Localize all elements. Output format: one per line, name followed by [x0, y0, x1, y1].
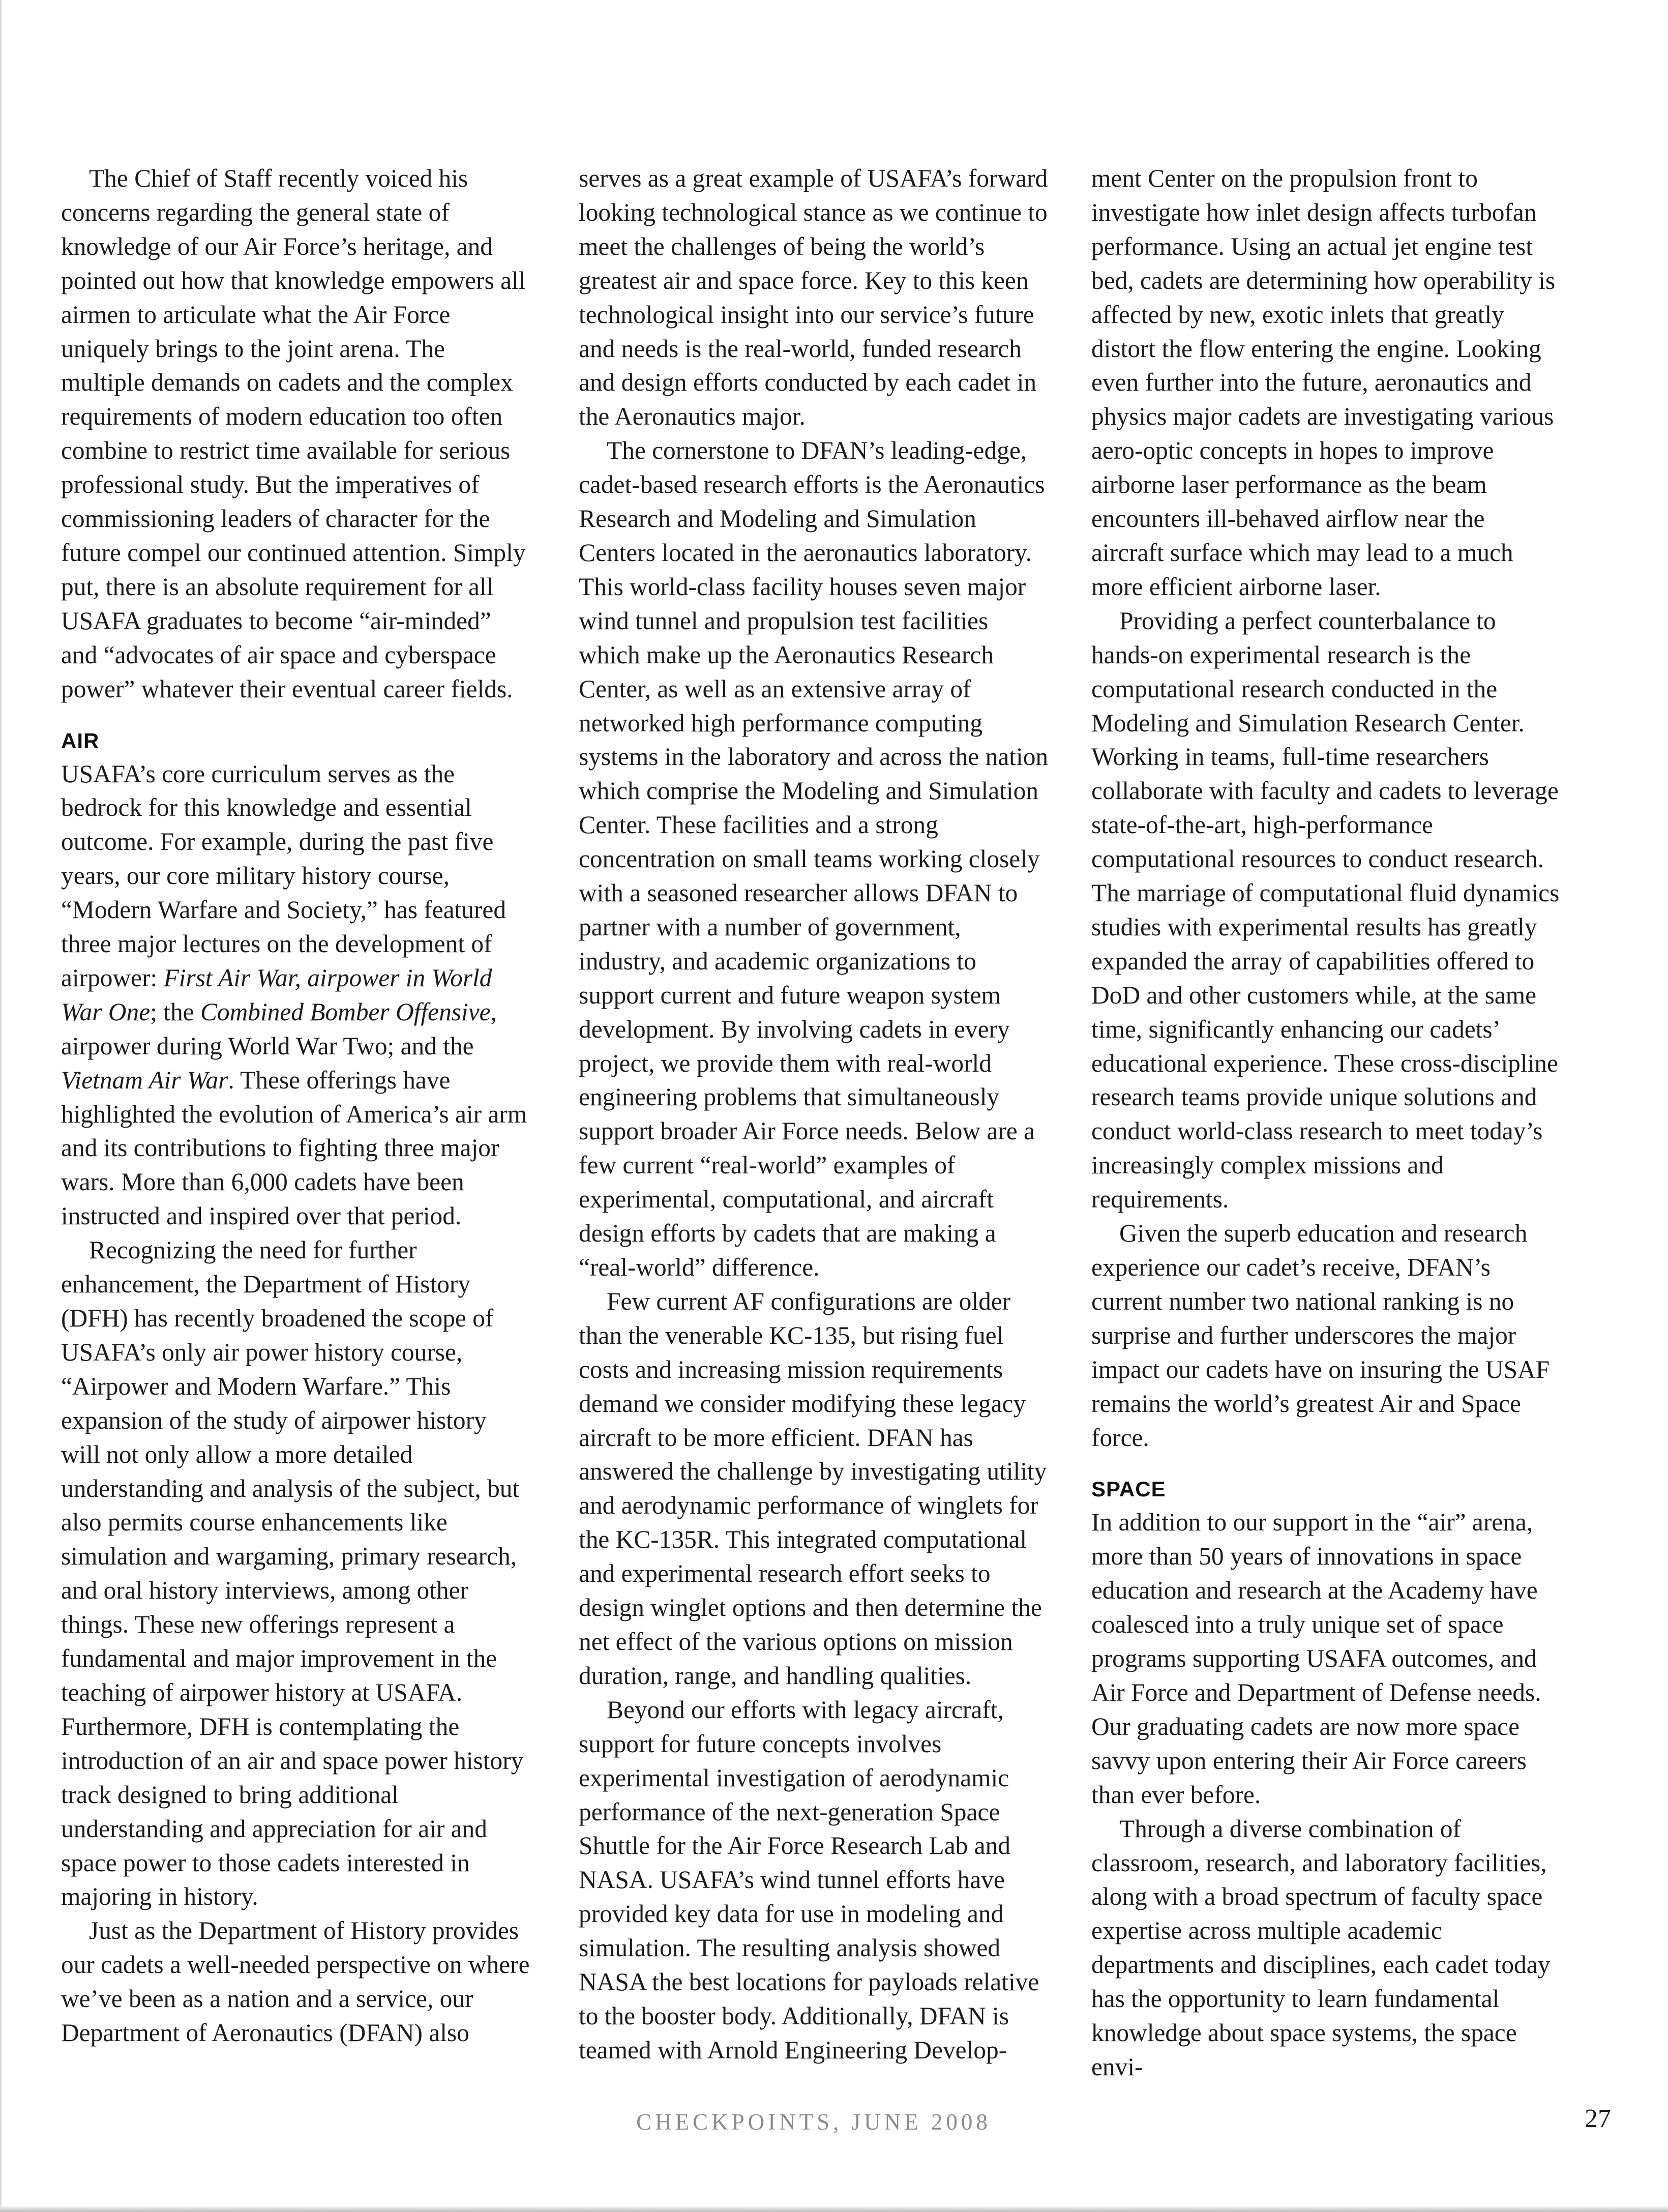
paragraph-kc135: Few current AF configurations are older than the venerable KC-135, but rising fuel costs and increasing mission requirements demand we consider modifying these legacy aircraft to be more efficient. DFAN has answered the challenge by investigating utility and aerodynamic performance of winglets for the KC-135R. This integrated computational and experimental research effort seeks to design winglet options and then determine the net effect of the various options on mission duration, range, and handling qualities. — [579, 1287, 1047, 1690]
paragraph-cornerstone: The cornerstone to DFAN’s leading-edge, cadet-based research efforts is the Aeronautics Research and Modeling and Simulation Centers located in the aeronautics laboratory. This world-class facility houses seven major wind tunnel and propulsion test facilities which make up the Aeronautics Research Center, as well as an extensive array of networked high performance computing systems in the laboratory and across the nation which comprise the Modeling and Simulation Center. These facilities and a strong concentration on small teams working closely with a seasoned researcher allows DFAN to partner with a number of government, industry, and academic organizations to support current and future weapon system development. By involving cadets in every project, we provide them with real-world engineering problems that simultaneously support broader Air Force needs. Below are a few current “real-world” examples of experimental, computational, and aircraft design efforts by cadets that are making a “real-world” difference. — [579, 436, 1049, 1281]
paragraph-space-support: In addition to our support in the “air” arena, more than 50 years of innovations in space education and research at the Academy have coalesced into a truly unique set of space programs supporting USAFA outcomes, and Air Force and Department of Defense needs. Our graduating cadets are now more space savvy upon entering their Air Force careers than ever before. — [1091, 1508, 1541, 1809]
paragraph-core-curriculum — [61, 757, 531, 1234]
italic-title: Combined Bomber Offensive — [200, 997, 491, 1026]
footer-publication-title: CHECKPOINTS, JUNE 2008 — [636, 2109, 991, 2135]
text-run: . These offerings have highlighted the evolution of America’s air arm and its contributions to fighting three major wars. More than 6,000 cadets have been instructed and inspired over that period. — [61, 1066, 527, 1230]
italic-title: Vietnam Air War — [61, 1066, 228, 1094]
paragraph-chief-of-staff: The Chief of Staff recently voiced his concerns regarding the general state of knowledge of our Air Force’s heritage, and pointed out how that knowledge empowers all airmen to articulate what the Air Force uniquely brings to the joint arena. The multiple demands on cadets and the complex requirements of modern education too often combine to restrict time available for serious professional study. But the imperatives of commissioning leaders of character for the future compel our continued attention. Simply put, there is an absolute requirement for all USAFA graduates to become “air-minded” and “advocates of air space and cyberspace power” whatever their eventual career fields. — [61, 164, 526, 703]
page-number: 27 — [1585, 2104, 1611, 2133]
paragraph-forward-looking: serves as a great example of USAFA’s forward looking technological stance as we continue to meet the challenges of being the world’s greatest air and space force. Key to this keen technological insight into our service’s future and needs is the real-world, funded research and design efforts conducted by each cadet in the Aeronautics major. — [579, 164, 1048, 431]
text-run: USAFA’s core curriculum serves as the bedrock for this knowledge and essential outcome. For example, during the past five years, our core military history course, “Modern Warfare and Society,” has featured three major lectures on the development of airpower: — [61, 759, 507, 992]
italic-title: First Air War, airpower in World War One — [61, 963, 492, 1026]
column-1 — [61, 162, 531, 2050]
column-2 — [579, 162, 1049, 2068]
text-run: , airpower during World War Two; and the — [61, 997, 497, 1060]
scan-left-edge — [0, 0, 2, 2212]
paragraph-computational: Providing a perfect counterbalance to hands-on experimental research is the computational research conducted in the Modeling and Simulation Research Center. Working in teams, full-time researchers collaborate with faculty and cadets to leverage state-of-the-art, high-performance computational resources to conduct research. The marriage of computational fluid dynamics studies with experimental results has greatly expanded the array of capabilities offered to DoD and other customers while, at the same time, significantly enhancing our cadets’ educational experience. These cross-discipline research teams provide unique solutions and conduct world-class research to meet today’s increasingly complex missions and requirements. — [1091, 606, 1560, 1214]
scan-bottom-edge — [0, 2206, 1668, 2212]
paragraph-ranking: Given the superb education and research experience our cadet’s receive, DFAN’s current number two national ranking is no surprise and further underscores the major impact our cadets have on insuring the USAF remains the world’s greatest Air and Space force. — [1091, 1219, 1550, 1452]
paragraph-diverse-combination: Through a diverse combination of classroom, research, and laboratory facilities, along with a broad spectrum of faculty space expertise across multiple academic departments and disciplines, each cadet today has the opportunity to learn fundamental knowledge about space systems, the space envi- — [1091, 1814, 1551, 2081]
section-heading-space: SPACE — [1091, 1477, 1166, 1501]
column-3 — [1091, 162, 1562, 2084]
paragraph-future-concepts: Beyond our efforts with legacy aircraft, support for future concepts involves experimental investigation of aerodynamic performance of the next-generation Space Shuttle for the Air Force Research Lab and NASA. USAFA’s wind tunnel efforts have provided key data for use in modeling and simulation. The resulting analysis showed NASA the best locations for payloads relative to the booster body. Additionally, DFAN is teamed with Arnold Engineering Develop- — [579, 1695, 1039, 2064]
section-heading-air: AIR — [61, 728, 100, 753]
paragraph-propulsion: ment Center on the propulsion front to investigate how inlet design affects turbofan performance. Using an actual jet engine test bed, cadets are determining how operability is affected by new, exotic inlets that greatly distort the flow entering the engine. Looking even further into the future, aeronautics and physics major cadets are investigating various aero-optic concepts in hopes to improve airborne laser performance as the beam encounters ill-behaved airflow near the aircraft surface which may lead to a much more efficient airborne laser. — [1091, 164, 1556, 601]
text-run: ; the — [150, 997, 200, 1026]
paragraph-dfh-enhancement: Recognizing the need for further enhancement, the Department of History (DFH) has recently broadened the scope of USAFA’s only air power history course, “Airpower and Modern Warfare.” This expansion of the study of airpower history will not only allow a more detailed understanding and analysis of the subject, but also permits course enhancements like simulation and wargaming, primary research, and oral history interviews, among other things. These new offerings represent a fundamental and major improvement in the teaching of airpower history at USAFA. Furthermore, DFH is contemplating the introduction of an air and space power history track designed to bring additional understanding and appreciation for air and space power to those cadets interested in majoring in history. — [61, 1236, 524, 1911]
paragraph-history-perspective: Just as the Department of History provides our cadets a well-needed perspective on where we’ve been as a nation and a service, our Department of Aeronautics (DFAN) also — [61, 1916, 530, 2047]
